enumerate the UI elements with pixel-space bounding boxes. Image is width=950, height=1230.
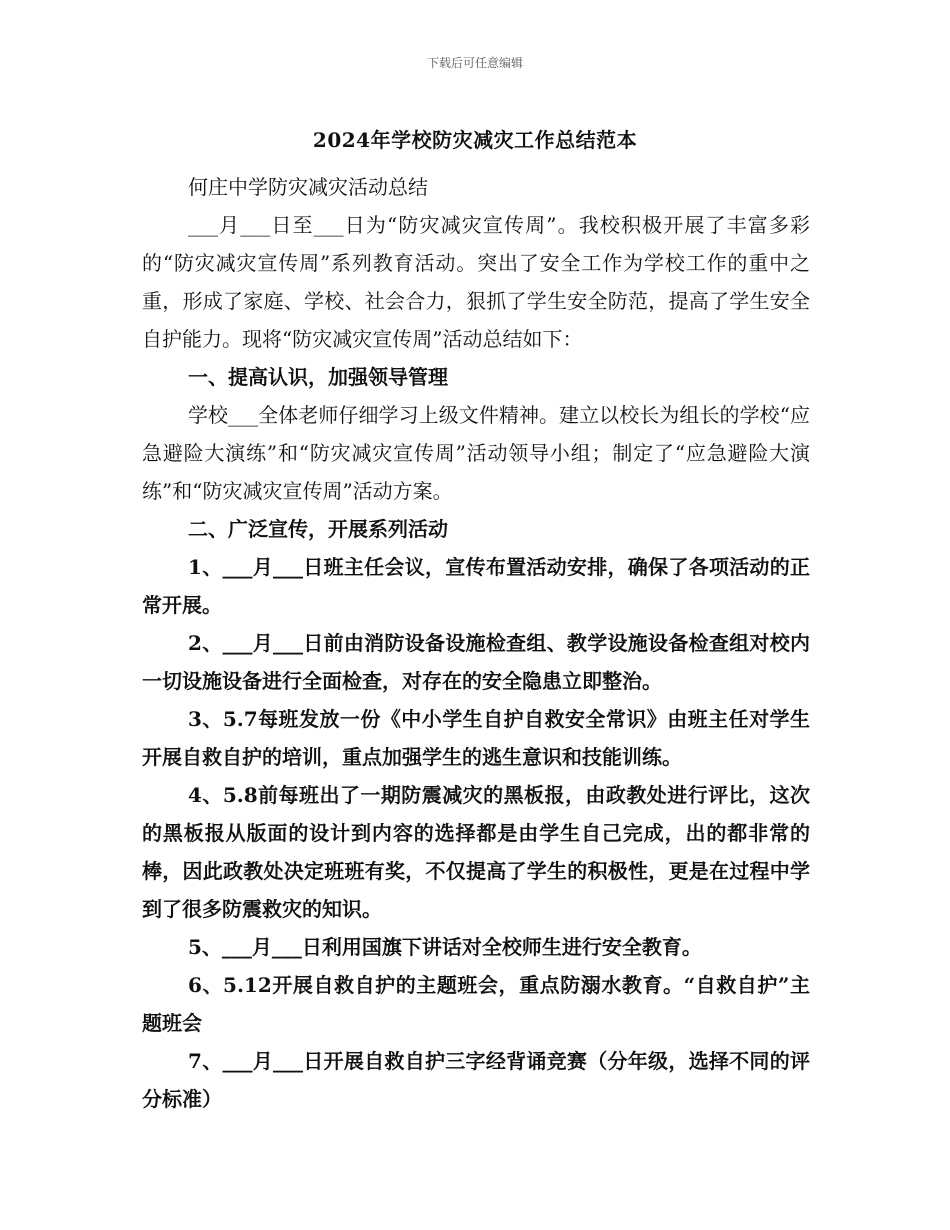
activity-item-5: 5、___月___日利用国旗下讲话对全校师生进行安全教育。 xyxy=(188,935,702,959)
document-body xyxy=(142,168,810,1118)
activity-item-4: 4、5.8前每班出了一期防震减灾的黑板报，由政教处进行评比，这次的黑板报从版面的设计到内容的选择都是由学生自己完成，出的都非常的棒，因此政教处决定班班有奖，不仅提高了学生的积极性，更是在过程中学到了很多防震救灾的知识。 xyxy=(142,783,810,921)
section-heading-2: 二、广泛宣传，开展系列活动 xyxy=(188,517,448,541)
activity-item-7: 7、___月___日开展自救自护三字经背诵竞赛（分年级，选择不同的评分标准） xyxy=(142,1049,810,1111)
school-subtitle: 何庄中学防灾减灾活动总结 xyxy=(188,175,428,199)
document-title: 2024年学校防灾减灾工作总结范本 xyxy=(312,128,638,152)
section-heading-1: 一、提高认识，加强领导管理 xyxy=(188,365,448,389)
activity-item-6: 6、5.12开展自救自护的主题班会，重点防溺水教育。“自救自护”主题班会 xyxy=(142,973,810,1035)
activity-item-1: 1、___月___日班主任会议，宣传布置活动安排，确保了各项活动的正常开展。 xyxy=(142,555,810,617)
header-note: 下载后可任意编辑 xyxy=(426,56,523,70)
activity-item-3: 3、5.7每班发放一份《中小学生自护自救安全常识》由班主任对学生开展自救自护的培训，重点加强学生的逃生意识和技能训练。 xyxy=(142,707,810,769)
section-1-paragraph: 学校___全体老师仔细学习上级文件精神。建立以校长为组长的学校“应急避险大演练”和“防灾减灾宣传周”活动领导小组；制定了“应急避险大演练”和“防灾减灾宣传周”活动方案。 xyxy=(142,403,810,503)
activity-item-2: 2、___月___日前由消防设备设施检查组、教学设施设备检查组对校内一切设施设备进行全面检查，对存在的安全隐患立即整治。 xyxy=(142,631,810,693)
intro-paragraph: ___月___日至___日为“防灾减灾宣传周”。我校积极开展了丰富多彩的“防灾减灾宣传周”系列教育活动。突出了安全工作为学校工作的重中之重，形成了家庭、学校、社会合力，狠抓了学生安全防范，提高了学生安全自护能力。现将“防灾减灾宣传周”活动总结如下： xyxy=(142,213,810,351)
